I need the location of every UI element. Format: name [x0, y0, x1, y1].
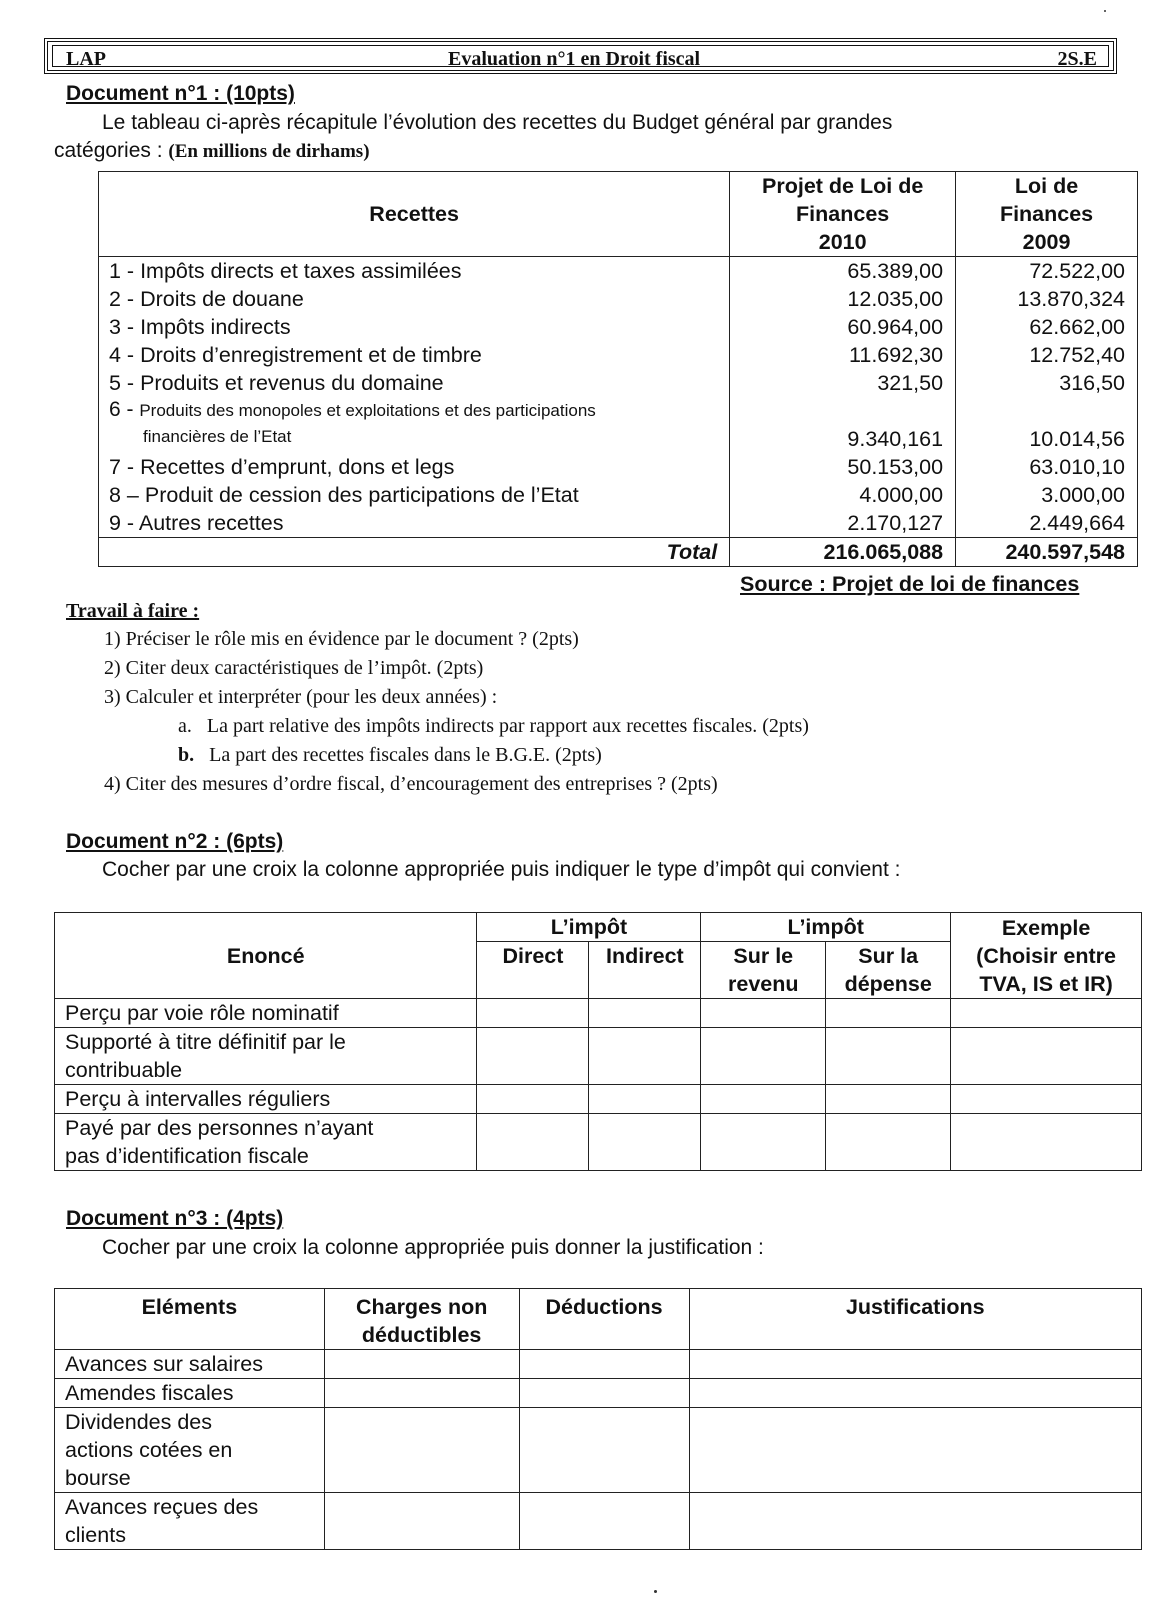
- doc2-instruction: Cocher par une croix la colonne appropriée puis indiquer le type d’impôt qui convient :: [102, 858, 901, 881]
- col-deductions: Déductions: [519, 1289, 689, 1350]
- doc1-intro-line1: Le tableau ci-après récapitule l’évolution des recettes du Budget général par grandes: [102, 111, 893, 134]
- cell-checkbox[interactable]: [324, 1350, 519, 1379]
- table-row: Payé par des personnes n’ayant pas d’identification fiscale: [55, 1114, 1142, 1171]
- cell-checkbox[interactable]: [826, 999, 951, 1028]
- doc1-intro-line2: catégories : (En millions de dirhams): [54, 139, 370, 162]
- scan-speck: [1104, 10, 1106, 12]
- col-group-impot-2: L’impôt: [701, 913, 951, 942]
- question-3b: b. La part des recettes fiscales dans le B.G.E. (2pts): [178, 744, 602, 766]
- deductibility-table: [54, 1288, 1142, 1550]
- cell-checkbox[interactable]: [324, 1493, 519, 1550]
- col-justifications: Justifications: [689, 1289, 1142, 1350]
- header-right: 2S.E: [1057, 48, 1097, 70]
- table-row: 3 - Impôts indirects 60.964,00 62.662,00: [99, 313, 1138, 341]
- cell-input[interactable]: [689, 1493, 1142, 1550]
- col-enonce: Enoncé: [55, 913, 477, 999]
- table-row: 6 - Produits des monopoles et exploitations et des participations financières de l’Etat 9.340,161 10.014,56: [99, 397, 1138, 453]
- cell-checkbox[interactable]: [519, 1350, 689, 1379]
- table-header-row: [99, 172, 1138, 257]
- cell-checkbox[interactable]: [477, 1028, 589, 1085]
- cell-checkbox[interactable]: [701, 999, 826, 1028]
- col-recettes: Recettes: [99, 172, 730, 257]
- doc2-title: Document n°2 : (6pts): [66, 830, 284, 853]
- cell-checkbox[interactable]: [519, 1379, 689, 1408]
- table-row: 8 – Produit de cession des participations de l’Etat 4.000,00 3.000,00: [99, 481, 1138, 509]
- scan-speck: [654, 1590, 657, 1593]
- cell-input[interactable]: [689, 1408, 1142, 1493]
- cell-input[interactable]: [689, 1379, 1142, 1408]
- doc1-unit: (En millions de dirhams): [168, 141, 370, 162]
- table-row: 2 - Droits de douane 12.035,00 13.870,324: [99, 285, 1138, 313]
- cell-checkbox[interactable]: [477, 1114, 589, 1171]
- cell-checkbox[interactable]: [477, 1085, 589, 1114]
- table-row: Dividendes des actions cotées en bourse: [55, 1408, 1142, 1493]
- table-row: Supporté à titre définitif par le contribuable: [55, 1028, 1142, 1085]
- table-row: 5 - Produits et revenus du domaine 321,50 316,50: [99, 369, 1138, 397]
- cell-input[interactable]: [689, 1350, 1142, 1379]
- cell-checkbox[interactable]: [826, 1114, 951, 1171]
- table-row: 9 - Autres recettes 2.170,127 2.449,664: [99, 509, 1138, 538]
- cell-checkbox[interactable]: [589, 1028, 701, 1085]
- cell-checkbox[interactable]: [519, 1408, 689, 1493]
- cell-checkbox[interactable]: [589, 1114, 701, 1171]
- cell-checkbox[interactable]: [701, 1114, 826, 1171]
- source-note: Source : Projet de loi de finances: [740, 572, 1080, 596]
- header-left: LAP: [66, 48, 106, 70]
- table-row: 4 - Droits d’enregistrement et de timbre 11.692,30 12.752,40: [99, 341, 1138, 369]
- col-direct: Direct: [477, 942, 589, 999]
- cell-checkbox[interactable]: [519, 1493, 689, 1550]
- cell-checkbox[interactable]: [324, 1408, 519, 1493]
- table-row: Amendes fiscales: [55, 1379, 1142, 1408]
- question-4: 4) Citer des mesures d’ordre fiscal, d’encouragement des entreprises ? (2pts): [104, 773, 718, 795]
- col-2010: Projet de Loi de Finances 2010: [730, 172, 956, 257]
- header-box: [44, 38, 1117, 74]
- tax-type-table: [54, 912, 1142, 1171]
- total-2009: 240.597,548: [956, 538, 1138, 567]
- cell-input[interactable]: [951, 1028, 1142, 1085]
- cell-checkbox[interactable]: [477, 999, 589, 1028]
- col-2009: Loi de Finances 2009: [956, 172, 1138, 257]
- doc3-instruction: Cocher par une croix la colonne appropriée puis donner la justification :: [102, 1236, 764, 1259]
- question-3: 3) Calculer et interpréter (pour les deux années) :: [104, 686, 498, 708]
- work-title: Travail à faire :: [66, 600, 200, 622]
- table-row: Avances sur salaires: [55, 1350, 1142, 1379]
- cell-checkbox[interactable]: [589, 1085, 701, 1114]
- table-row: Avances reçues des clients: [55, 1493, 1142, 1550]
- total-row: [99, 538, 1138, 567]
- cell-checkbox[interactable]: [701, 1028, 826, 1085]
- cell-checkbox[interactable]: [589, 999, 701, 1028]
- table-row: 1 - Impôts directs et taxes assimilées 65.389,00 72.522,00: [99, 257, 1138, 286]
- cell-input[interactable]: [951, 999, 1142, 1028]
- col-sur-revenu: Sur le revenu: [701, 942, 826, 999]
- total-2010: 216.065,088: [730, 538, 956, 567]
- total-label: Total: [99, 538, 730, 567]
- col-exemple: Exemple (Choisir entre TVA, IS et IR): [951, 913, 1142, 999]
- col-charges-non-deductibles: Charges non déductibles: [324, 1289, 519, 1350]
- question-1: 1) Préciser le rôle mis en évidence par le document ? (2pts): [104, 628, 579, 650]
- table-row: Perçu par voie rôle nominatif: [55, 999, 1142, 1028]
- revenue-table: [98, 171, 1138, 567]
- table-row: Perçu à intervalles réguliers: [55, 1085, 1142, 1114]
- doc3-title: Document n°3 : (4pts): [66, 1207, 284, 1230]
- table-row: 7 - Recettes d’emprunt, dons et legs 50.153,00 63.010,10: [99, 453, 1138, 481]
- cell-input[interactable]: [951, 1085, 1142, 1114]
- cell-checkbox[interactable]: [826, 1085, 951, 1114]
- col-sur-depense: Sur la dépense: [826, 942, 951, 999]
- col-elements: Eléments: [55, 1289, 325, 1350]
- col-indirect: Indirect: [589, 942, 701, 999]
- cell-input[interactable]: [951, 1114, 1142, 1171]
- header-title: Evaluation n°1 en Droit fiscal: [448, 48, 701, 70]
- question-2: 2) Citer deux caractéristiques de l’impôt. (2pts): [104, 657, 484, 679]
- cell-checkbox[interactable]: [701, 1085, 826, 1114]
- cell-checkbox[interactable]: [826, 1028, 951, 1085]
- doc1-title: Document n°1 : (10pts): [66, 82, 295, 105]
- col-group-impot-1: L’impôt: [477, 913, 701, 942]
- cell-checkbox[interactable]: [324, 1379, 519, 1408]
- question-3a: a. La part relative des impôts indirects par rapport aux recettes fiscales. (2pts): [178, 715, 809, 737]
